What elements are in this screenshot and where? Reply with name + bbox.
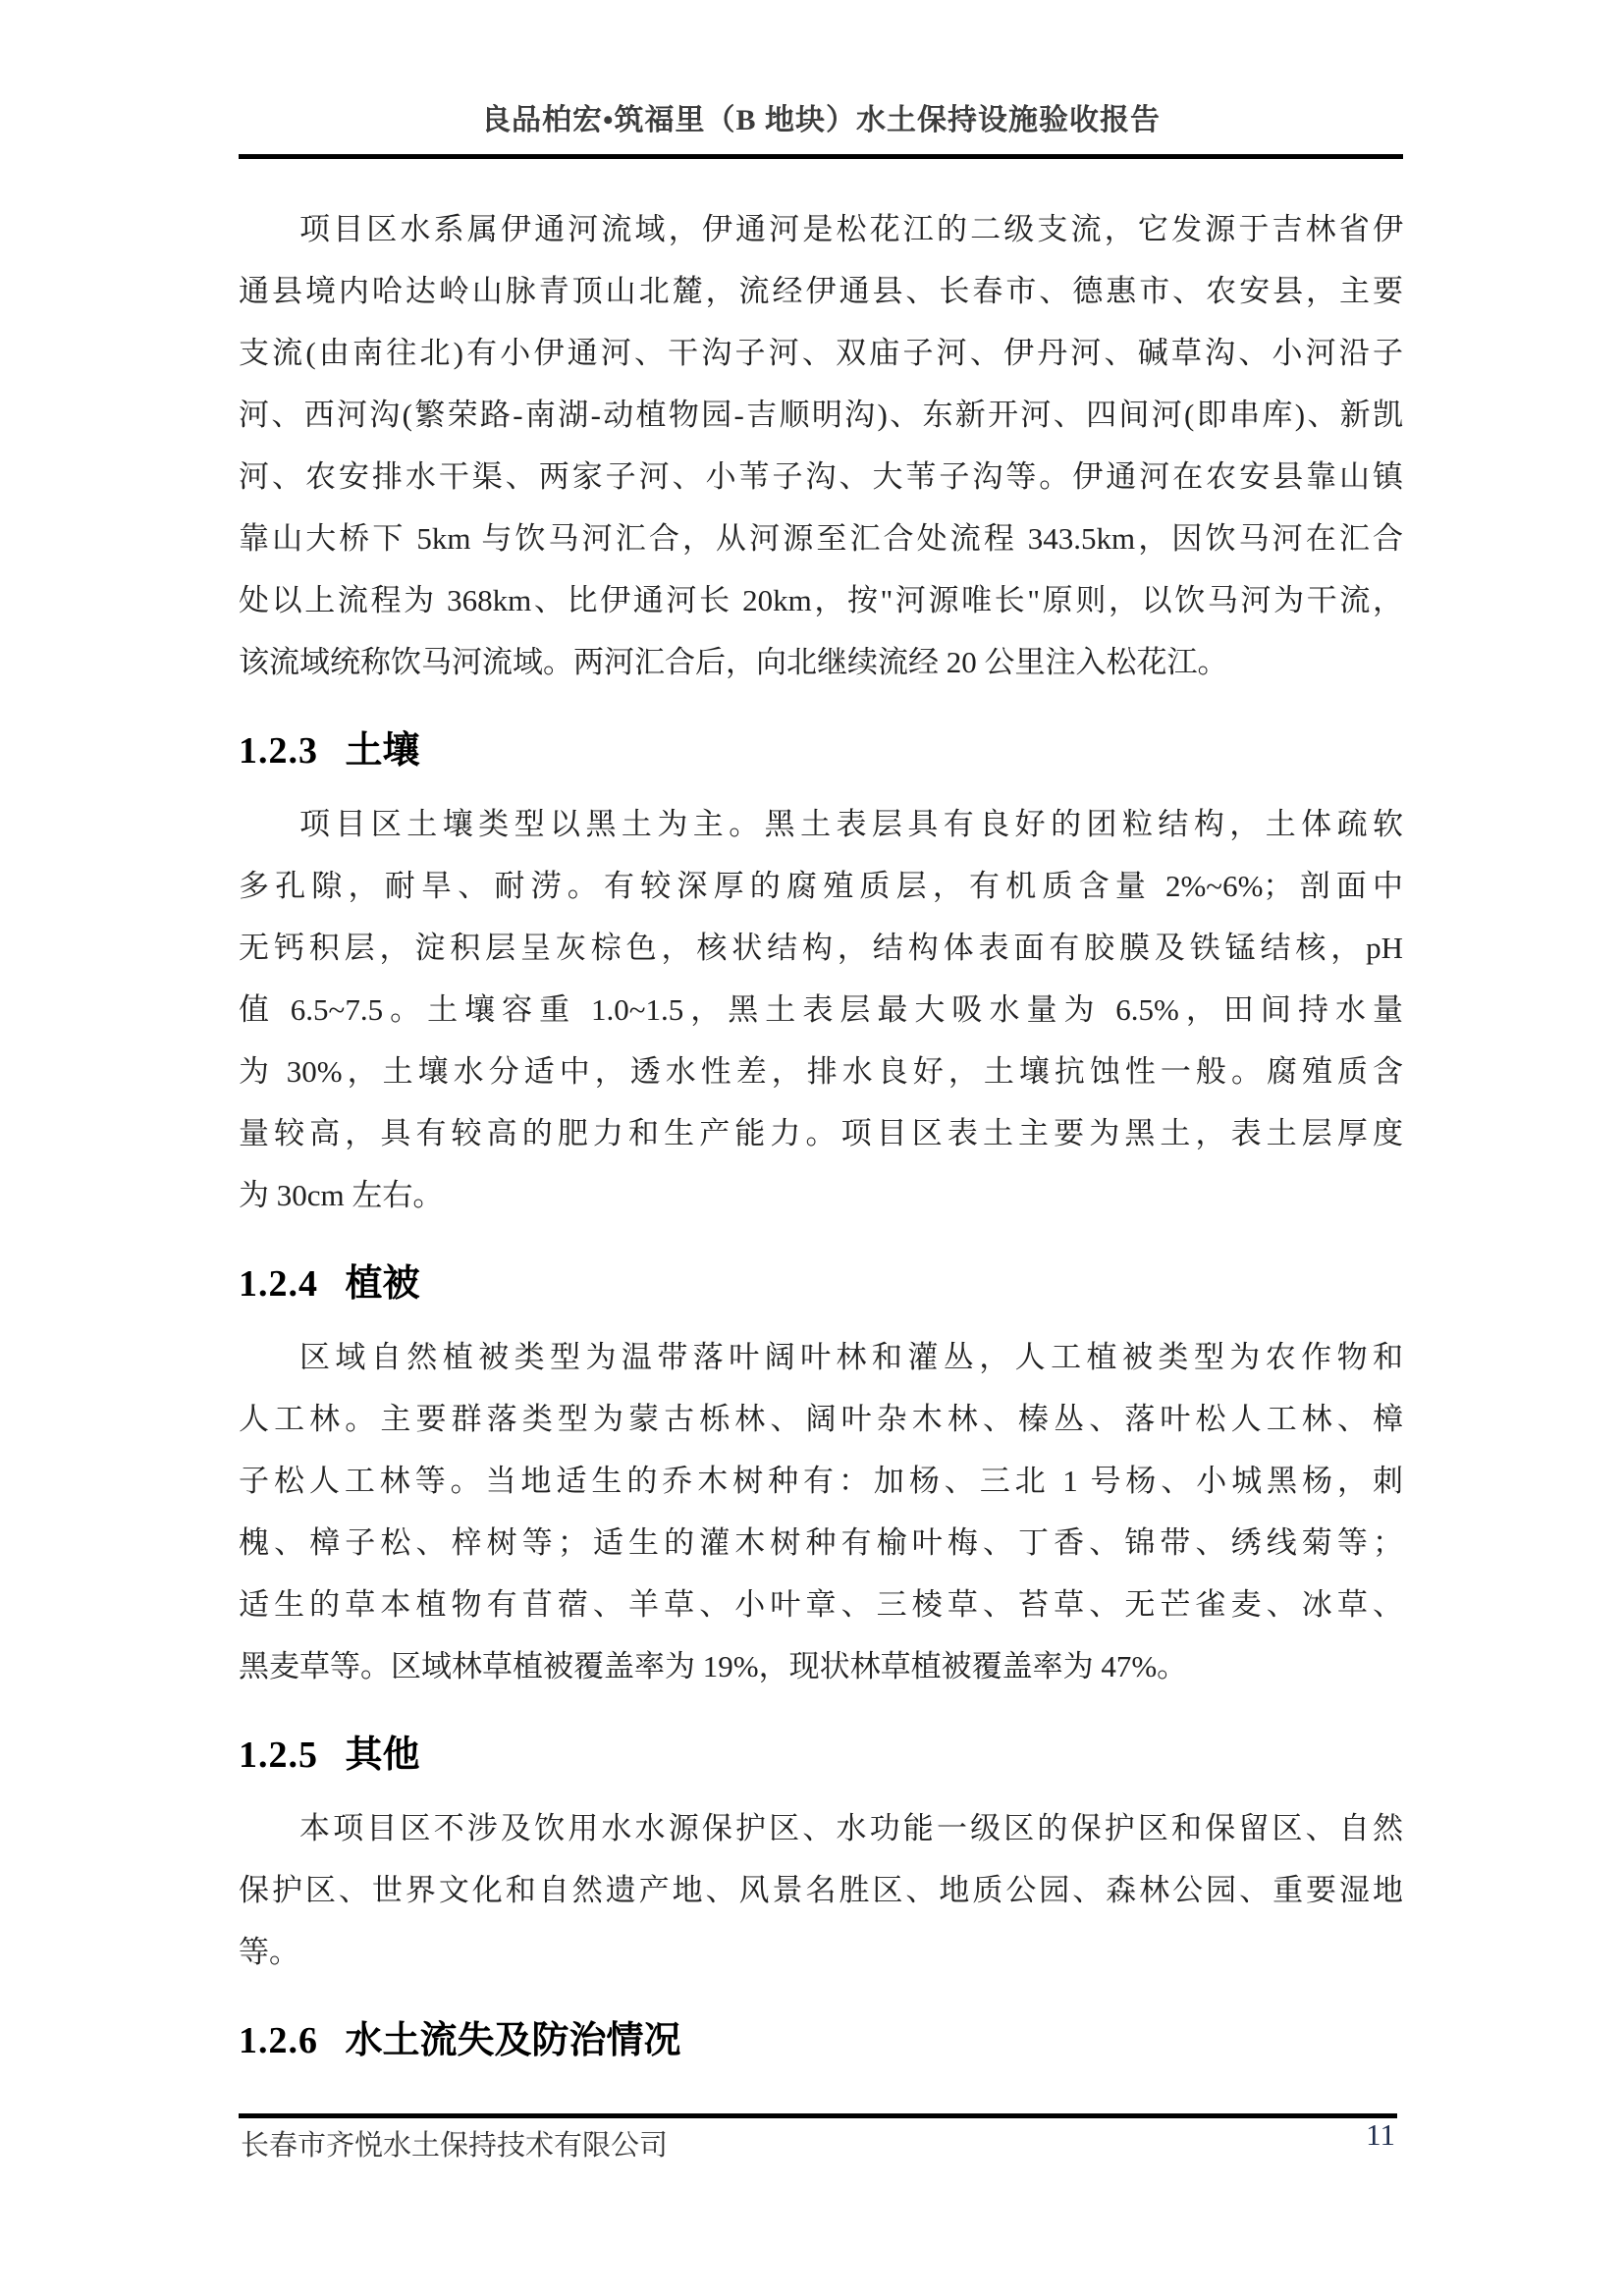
text-line: 人工林。主要群落类型为蒙古栎林、阔叶杂木林、榛丛、落叶松人工林、樟 [239, 1402, 1403, 1436]
text-line: 通县境内哈达岭山脉青顶山北麓，流经伊通县、长春市、德惠市、农安县，主要 [239, 274, 1403, 308]
section-heading-other [239, 1731, 1403, 1780]
page-content [239, 0, 1403, 2083]
section-title: 植被 [345, 1263, 420, 1305]
text-line: 槐、樟子松、梓树等；适生的灌木树种有榆叶梅、丁香、锦带、绣线菊等； [239, 1525, 1403, 1560]
text-line: 为 30%，土壤水分适中，透水性差，排水良好，土壤抗蚀性一般。腐殖质含 [239, 1054, 1403, 1089]
text-line: 区域自然植被类型为温带落叶阔叶林和灌丛，人工植被类型为农作物和 [299, 1340, 1403, 1374]
section-title: 其他 [345, 1735, 420, 1776]
text-line: 河、西河沟(繁荣路-南湖-动植物园-吉顺明沟)、东新开河、四间河(即串库)、新凯 [239, 398, 1403, 432]
section-number: 1.2.4 [239, 1263, 318, 1305]
header-rule [239, 154, 1403, 159]
text-line: 河、农安排水干渠、两家子河、小苇子沟、大苇子沟等。伊通河在农安县靠山镇 [239, 459, 1403, 494]
text-line: 量较高，具有较高的肥力和生产能力。项目区表土主要为黑土，表土层厚度 [239, 1116, 1403, 1150]
text-line: 项目区土壤类型以黑土为主。黑土表层具有良好的团粒结构，土体疏软 [299, 807, 1403, 841]
text-line: 支流(由南往北)有小伊通河、干沟子河、双庙子河、伊丹河、碱草沟、小河沿子 [239, 336, 1403, 370]
paragraph-soil [239, 793, 1403, 1226]
section-heading-erosion [239, 2016, 1403, 2065]
section-title: 水土流失及防治情况 [345, 2020, 681, 2061]
text-line: 该流域统称饮马河流域。两河汇合后，向北继续流经 20 公里注入松花江。 [239, 645, 1228, 679]
text-line: 适生的草本植物有苜蓿、羊草、小叶章、三棱草、苔草、无芒雀麦、冰草、 [239, 1587, 1403, 1622]
text-line: 保护区、世界文化和自然遗产地、风景名胜区、地质公园、森林公园、重要湿地 [239, 1873, 1403, 1907]
text-line: 无钙积层，淀积层呈灰棕色，核状结构，结构体表面有胶膜及铁锰结核，pH [239, 931, 1403, 965]
text-line: 黑麦草等。区域林草植被覆盖率为 19%，现状林草植被覆盖率为 47%。 [239, 1649, 1188, 1683]
text-line: 靠山大桥下 5km 与饮马河汇合，从河源至汇合处流程 343.5km，因饮马河在汇合 [239, 521, 1403, 556]
footer-company-name: 长春市齐悦水土保持技术有限公司 [241, 2130, 669, 2162]
paragraph-water-system [239, 198, 1403, 693]
text-line: 子松人工林等。当地适生的乔木树种有：加杨、三北 1 号杨、小城黑杨，刺 [239, 1464, 1403, 1498]
section-title: 土壤 [345, 730, 420, 772]
text-line: 多孔隙，耐旱、耐涝。有较深厚的腐殖质层，有机质含量 2%~6%；剖面中 [239, 869, 1403, 903]
section-heading-vegetation [239, 1259, 1403, 1308]
text-line: 为 30cm 左右。 [239, 1178, 444, 1212]
text-line: 值 6.5~7.5。土壤容重 1.0~1.5，黑土表层最大吸水量为 6.5%，田间持水量 [239, 992, 1403, 1027]
section-number: 1.2.6 [239, 2020, 318, 2061]
section-number: 1.2.5 [239, 1735, 318, 1776]
footer-rule [239, 2113, 1397, 2118]
text-line: 项目区水系属伊通河流域，伊通河是松花江的二级支流，它发源于吉林省伊 [299, 212, 1403, 246]
section-heading-soil [239, 726, 1403, 775]
document-header-title: 良品柏宏•筑福里（B 地块）水土保持设施验收报告 [480, 104, 1161, 136]
text-line: 本项目区不涉及饮用水水源保护区、水功能一级区的保护区和保留区、自然 [299, 1811, 1403, 1845]
text-line: 等。 [239, 1935, 299, 1969]
paragraph-other [239, 1797, 1403, 1983]
page-number: 11 [1366, 2117, 1395, 2152]
text-line: 处以上流程为 368km、比伊通河长 20km，按"河源唯长"原则，以饮马河为干流， [239, 583, 1403, 617]
paragraph-vegetation [239, 1326, 1403, 1697]
section-number: 1.2.3 [239, 730, 318, 772]
